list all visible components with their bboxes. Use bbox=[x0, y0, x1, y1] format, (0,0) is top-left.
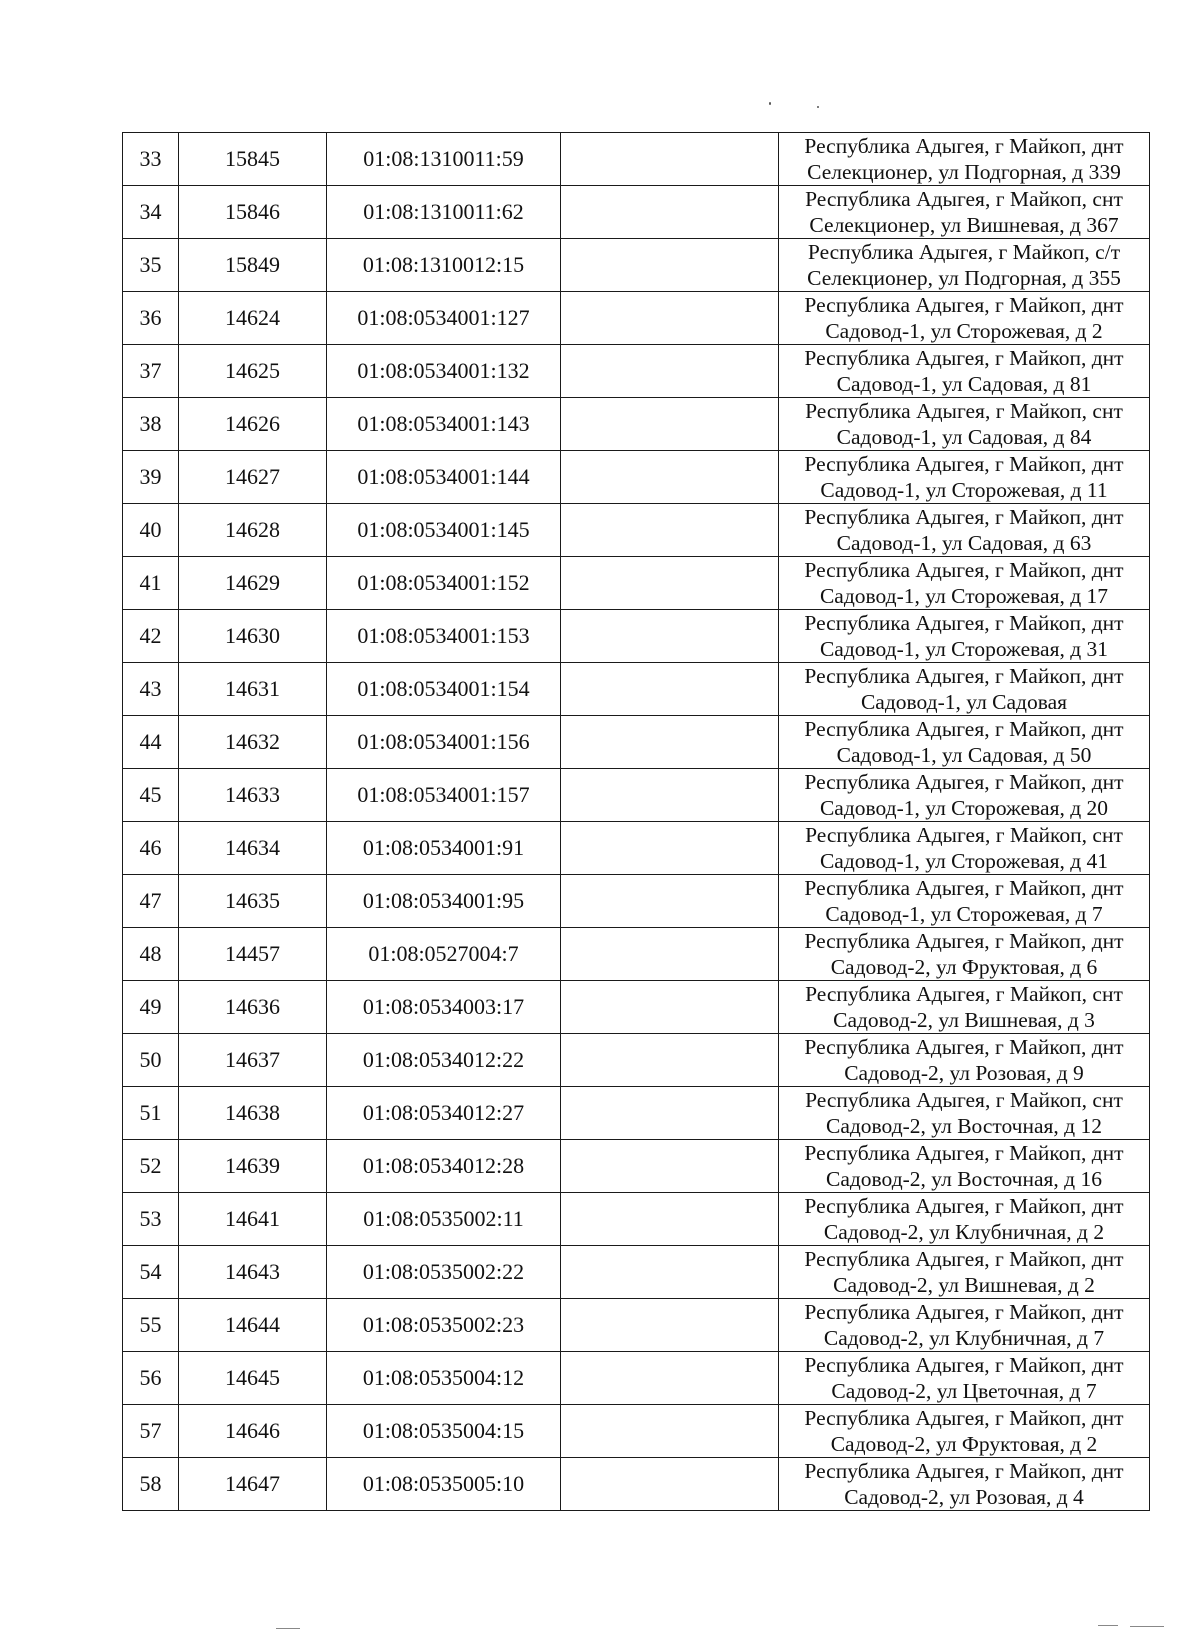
address-line-1: Республика Адыгея, г Майкоп, днт bbox=[804, 1247, 1124, 1271]
registry-number-cell: 14627 bbox=[179, 451, 327, 504]
address-cell bbox=[779, 186, 1150, 239]
address-line-2: Садовод-2, ул Цветочная, д 7 bbox=[831, 1379, 1097, 1403]
scan-speck bbox=[817, 106, 819, 108]
table-row bbox=[123, 928, 1150, 981]
row-number-cell: 42 bbox=[123, 610, 179, 663]
empty-cell bbox=[561, 610, 779, 663]
address-line-2: Садовод-1, ул Садовая, д 50 bbox=[836, 743, 1092, 767]
table-row bbox=[123, 1299, 1150, 1352]
registry-number-cell: 14628 bbox=[179, 504, 327, 557]
row-number-cell: 50 bbox=[123, 1034, 179, 1087]
registry-number-cell: 14631 bbox=[179, 663, 327, 716]
row-number-cell: 44 bbox=[123, 716, 179, 769]
address-line-1: Республика Адыгея, г Майкоп, с/т bbox=[807, 240, 1121, 264]
address-line-2: Селекционер, ул Подгорная, д 355 bbox=[807, 266, 1121, 290]
table-row bbox=[123, 1034, 1150, 1087]
address-line-2: Садовод-2, ул Фруктовая, д 6 bbox=[830, 955, 1098, 979]
address-line-1: Республика Адыгея, г Майкоп, днт bbox=[804, 505, 1124, 529]
registry-number-cell: 14647 bbox=[179, 1458, 327, 1511]
table-row bbox=[123, 822, 1150, 875]
address-cell bbox=[779, 504, 1150, 557]
address-cell bbox=[779, 875, 1150, 928]
row-number-cell: 55 bbox=[123, 1299, 179, 1352]
empty-cell bbox=[561, 822, 779, 875]
registry-number-cell: 14635 bbox=[179, 875, 327, 928]
empty-cell bbox=[561, 239, 779, 292]
row-number-cell: 37 bbox=[123, 345, 179, 398]
table-row bbox=[123, 239, 1150, 292]
address-line-2: Садовод-2, ул Вишневая, д 2 bbox=[833, 1273, 1095, 1297]
registry-number-cell: 14634 bbox=[179, 822, 327, 875]
address-line-1: Республика Адыгея, г Майкоп, днт bbox=[804, 664, 1124, 688]
address-line-2: Садовод-1, ул Садовая, д 81 bbox=[836, 372, 1092, 396]
cadastral-number-cell: 01:08:0534001:144 bbox=[327, 451, 561, 504]
registry-number-cell: 15849 bbox=[179, 239, 327, 292]
cadastral-number-cell: 01:08:0534012:28 bbox=[327, 1140, 561, 1193]
empty-cell bbox=[561, 1458, 779, 1511]
address-cell bbox=[779, 451, 1150, 504]
address-line-1: Республика Адыгея, г Майкоп, днт bbox=[804, 876, 1124, 900]
registry-number-cell: 14643 bbox=[179, 1246, 327, 1299]
row-number-cell: 34 bbox=[123, 186, 179, 239]
address-line-2: Садовод-1, ул Сторожевая, д 7 bbox=[825, 902, 1103, 926]
address-line-2: Садовод-1, ул Садовая bbox=[860, 690, 1068, 714]
row-number-cell: 41 bbox=[123, 557, 179, 610]
cadastral-number-cell: 01:08:0535002:23 bbox=[327, 1299, 561, 1352]
registry-number-cell: 14639 bbox=[179, 1140, 327, 1193]
row-number-cell: 39 bbox=[123, 451, 179, 504]
address-cell bbox=[779, 1458, 1150, 1511]
address-line-2: Садовод-2, ул Восточная, д 12 bbox=[825, 1114, 1102, 1138]
empty-cell bbox=[561, 451, 779, 504]
parcel-table bbox=[122, 132, 1150, 1511]
empty-cell bbox=[561, 557, 779, 610]
registry-number-cell: 14625 bbox=[179, 345, 327, 398]
table-row bbox=[123, 1246, 1150, 1299]
cadastral-number-cell: 01:08:0534001:95 bbox=[327, 875, 561, 928]
address-cell bbox=[779, 928, 1150, 981]
table-row bbox=[123, 292, 1150, 345]
registry-number-cell: 15845 bbox=[179, 133, 327, 186]
row-number-cell: 46 bbox=[123, 822, 179, 875]
cadastral-number-cell: 01:08:0535005:10 bbox=[327, 1458, 561, 1511]
empty-cell bbox=[561, 981, 779, 1034]
empty-cell bbox=[561, 769, 779, 822]
empty-cell bbox=[561, 716, 779, 769]
empty-cell bbox=[561, 1246, 779, 1299]
row-number-cell: 43 bbox=[123, 663, 179, 716]
address-line-1: Республика Адыгея, г Майкоп, днт bbox=[804, 717, 1124, 741]
row-number-cell: 49 bbox=[123, 981, 179, 1034]
registry-number-cell: 14638 bbox=[179, 1087, 327, 1140]
row-number-cell: 58 bbox=[123, 1458, 179, 1511]
cadastral-number-cell: 01:08:0534001:132 bbox=[327, 345, 561, 398]
address-line-1: Республика Адыгея, г Майкоп, снт bbox=[805, 823, 1123, 847]
table-row bbox=[123, 398, 1150, 451]
cadastral-number-cell: 01:08:0534001:154 bbox=[327, 663, 561, 716]
address-line-2: Садовод-2, ул Вишневая, д 3 bbox=[833, 1008, 1095, 1032]
address-line-1: Республика Адыгея, г Майкоп, днт bbox=[804, 1194, 1124, 1218]
table-row bbox=[123, 345, 1150, 398]
address-cell bbox=[779, 1193, 1150, 1246]
table-row bbox=[123, 1405, 1150, 1458]
address-line-2: Садовод-1, ул Садовая, д 63 bbox=[836, 531, 1092, 555]
address-line-2: Садовод-1, ул Сторожевая, д 11 bbox=[820, 478, 1108, 502]
registry-number-cell: 14641 bbox=[179, 1193, 327, 1246]
cadastral-number-cell: 01:08:0535002:11 bbox=[327, 1193, 561, 1246]
address-line-1: Республика Адыгея, г Майкоп, днт bbox=[804, 134, 1124, 158]
table-row bbox=[123, 557, 1150, 610]
scan-speck bbox=[769, 102, 771, 105]
row-number-cell: 56 bbox=[123, 1352, 179, 1405]
table-row bbox=[123, 1140, 1150, 1193]
row-number-cell: 47 bbox=[123, 875, 179, 928]
row-number-cell: 35 bbox=[123, 239, 179, 292]
address-line-1: Республика Адыгея, г Майкоп, днт bbox=[804, 346, 1124, 370]
address-line-1: Республика Адыгея, г Майкоп, снт bbox=[805, 982, 1123, 1006]
empty-cell bbox=[561, 663, 779, 716]
table-row bbox=[123, 875, 1150, 928]
table-row bbox=[123, 981, 1150, 1034]
registry-number-cell: 15846 bbox=[179, 186, 327, 239]
cadastral-number-cell: 01:08:1310011:62 bbox=[327, 186, 561, 239]
address-cell bbox=[779, 1140, 1150, 1193]
row-number-cell: 54 bbox=[123, 1246, 179, 1299]
table-row bbox=[123, 186, 1150, 239]
row-number-cell: 45 bbox=[123, 769, 179, 822]
address-line-2: Селекционер, ул Подгорная, д 339 bbox=[807, 160, 1121, 184]
address-line-1: Республика Адыгея, г Майкоп, снт bbox=[805, 399, 1123, 423]
table-row bbox=[123, 716, 1150, 769]
address-line-1: Республика Адыгея, г Майкоп, днт bbox=[804, 1353, 1124, 1377]
empty-cell bbox=[561, 875, 779, 928]
cadastral-number-cell: 01:08:0535004:12 bbox=[327, 1352, 561, 1405]
address-line-2: Садовод-1, ул Сторожевая, д 17 bbox=[819, 584, 1109, 608]
address-line-2: Садовод-1, ул Сторожевая, д 41 bbox=[819, 849, 1109, 873]
row-number-cell: 48 bbox=[123, 928, 179, 981]
address-line-1: Республика Адыгея, г Майкоп, днт bbox=[804, 611, 1124, 635]
row-number-cell: 51 bbox=[123, 1087, 179, 1140]
address-cell bbox=[779, 663, 1150, 716]
registry-number-cell: 14630 bbox=[179, 610, 327, 663]
row-number-cell: 52 bbox=[123, 1140, 179, 1193]
parcel-table-body bbox=[123, 133, 1150, 1511]
cadastral-number-cell: 01:08:0534001:157 bbox=[327, 769, 561, 822]
address-line-2: Садовод-1, ул Сторожевая, д 20 bbox=[819, 796, 1109, 820]
table-row bbox=[123, 1193, 1150, 1246]
address-cell bbox=[779, 557, 1150, 610]
registry-number-cell: 14629 bbox=[179, 557, 327, 610]
address-line-1: Республика Адыгея, г Майкоп, днт bbox=[804, 293, 1124, 317]
address-cell bbox=[779, 1299, 1150, 1352]
address-line-1: Республика Адыгея, г Майкоп, днт bbox=[804, 770, 1124, 794]
empty-cell bbox=[561, 292, 779, 345]
address-cell bbox=[779, 769, 1150, 822]
registry-number-cell: 14632 bbox=[179, 716, 327, 769]
cadastral-number-cell: 01:08:0534012:22 bbox=[327, 1034, 561, 1087]
address-line-2: Селекционер, ул Вишневая, д 367 bbox=[809, 213, 1119, 237]
address-line-1: Республика Адыгея, г Майкоп, днт bbox=[804, 1406, 1124, 1430]
registry-number-cell: 14626 bbox=[179, 398, 327, 451]
address-cell bbox=[779, 1405, 1150, 1458]
address-line-1: Республика Адыгея, г Майкоп, днт bbox=[804, 929, 1124, 953]
registry-number-cell: 14645 bbox=[179, 1352, 327, 1405]
cadastral-number-cell: 01:08:0534001:127 bbox=[327, 292, 561, 345]
address-cell bbox=[779, 610, 1150, 663]
empty-cell bbox=[561, 1140, 779, 1193]
registry-number-cell: 14644 bbox=[179, 1299, 327, 1352]
cadastral-number-cell: 01:08:0534001:152 bbox=[327, 557, 561, 610]
address-line-2: Садовод-2, ул Клубничная, д 2 bbox=[823, 1220, 1105, 1244]
address-cell bbox=[779, 1034, 1150, 1087]
registry-number-cell: 14457 bbox=[179, 928, 327, 981]
address-cell bbox=[779, 345, 1150, 398]
cadastral-number-cell: 01:08:0535002:22 bbox=[327, 1246, 561, 1299]
address-line-2: Садовод-1, ул Сторожевая, д 2 bbox=[825, 319, 1103, 343]
address-line-1: Республика Адыгея, г Майкоп, снт bbox=[805, 187, 1123, 211]
table-row bbox=[123, 504, 1150, 557]
address-cell bbox=[779, 133, 1150, 186]
table-row bbox=[123, 133, 1150, 186]
address-line-2: Садовод-2, ул Клубничная, д 7 bbox=[823, 1326, 1105, 1350]
cadastral-number-cell: 01:08:0534012:27 bbox=[327, 1087, 561, 1140]
registry-number-cell: 14633 bbox=[179, 769, 327, 822]
address-cell bbox=[779, 239, 1150, 292]
row-number-cell: 33 bbox=[123, 133, 179, 186]
registry-number-cell: 14636 bbox=[179, 981, 327, 1034]
address-cell bbox=[779, 981, 1150, 1034]
address-cell bbox=[779, 1352, 1150, 1405]
scan-mark bbox=[1098, 1625, 1118, 1626]
address-line-1: Республика Адыгея, г Майкоп, днт bbox=[804, 1035, 1124, 1059]
registry-number-cell: 14624 bbox=[179, 292, 327, 345]
table-row bbox=[123, 1352, 1150, 1405]
table-row bbox=[123, 769, 1150, 822]
empty-cell bbox=[561, 504, 779, 557]
empty-cell bbox=[561, 398, 779, 451]
cadastral-number-cell: 01:08:0534001:143 bbox=[327, 398, 561, 451]
row-number-cell: 40 bbox=[123, 504, 179, 557]
address-line-2: Садовод-2, ул Фруктовая, д 2 bbox=[830, 1432, 1098, 1456]
empty-cell bbox=[561, 1352, 779, 1405]
cadastral-number-cell: 01:08:1310012:15 bbox=[327, 239, 561, 292]
empty-cell bbox=[561, 1299, 779, 1352]
address-line-2: Садовод-1, ул Садовая, д 84 bbox=[836, 425, 1092, 449]
address-cell bbox=[779, 398, 1150, 451]
address-cell bbox=[779, 1087, 1150, 1140]
scan-mark bbox=[1130, 1626, 1164, 1627]
address-cell bbox=[779, 822, 1150, 875]
row-number-cell: 38 bbox=[123, 398, 179, 451]
address-cell bbox=[779, 292, 1150, 345]
address-line-2: Садовод-2, ул Розовая, д 9 bbox=[844, 1061, 1084, 1085]
cadastral-number-cell: 01:08:0534001:156 bbox=[327, 716, 561, 769]
address-line-2: Садовод-1, ул Сторожевая, д 31 bbox=[819, 637, 1109, 661]
table-row bbox=[123, 610, 1150, 663]
address-line-1: Республика Адыгея, г Майкоп, снт bbox=[805, 1088, 1123, 1112]
cadastral-number-cell: 01:08:0534003:17 bbox=[327, 981, 561, 1034]
empty-cell bbox=[561, 133, 779, 186]
cadastral-number-cell: 01:08:1310011:59 bbox=[327, 133, 561, 186]
row-number-cell: 57 bbox=[123, 1405, 179, 1458]
address-cell bbox=[779, 1246, 1150, 1299]
address-line-1: Республика Адыгея, г Майкоп, днт bbox=[804, 452, 1124, 476]
empty-cell bbox=[561, 1193, 779, 1246]
address-line-1: Республика Адыгея, г Майкоп, днт bbox=[804, 1300, 1124, 1324]
cadastral-number-cell: 01:08:0527004:7 bbox=[327, 928, 561, 981]
cadastral-number-cell: 01:08:0534001:145 bbox=[327, 504, 561, 557]
address-line-2: Садовод-2, ул Восточная, д 16 bbox=[825, 1167, 1102, 1191]
registry-number-cell: 14646 bbox=[179, 1405, 327, 1458]
table-row bbox=[123, 663, 1150, 716]
registry-number-cell: 14637 bbox=[179, 1034, 327, 1087]
address-cell bbox=[779, 716, 1150, 769]
cadastral-number-cell: 01:08:0534001:91 bbox=[327, 822, 561, 875]
empty-cell bbox=[561, 186, 779, 239]
table-row bbox=[123, 1458, 1150, 1511]
address-line-1: Республика Адыгея, г Майкоп, днт bbox=[804, 1141, 1124, 1165]
empty-cell bbox=[561, 1087, 779, 1140]
empty-cell bbox=[561, 1405, 779, 1458]
empty-cell bbox=[561, 1034, 779, 1087]
empty-cell bbox=[561, 928, 779, 981]
address-line-1: Республика Адыгея, г Майкоп, днт bbox=[804, 558, 1124, 582]
row-number-cell: 53 bbox=[123, 1193, 179, 1246]
scan-mark bbox=[276, 1628, 300, 1629]
empty-cell bbox=[561, 345, 779, 398]
row-number-cell: 36 bbox=[123, 292, 179, 345]
table-row bbox=[123, 451, 1150, 504]
cadastral-number-cell: 01:08:0534001:153 bbox=[327, 610, 561, 663]
table-row bbox=[123, 1087, 1150, 1140]
address-line-1: Республика Адыгея, г Майкоп, днт bbox=[804, 1459, 1124, 1483]
cadastral-number-cell: 01:08:0535004:15 bbox=[327, 1405, 561, 1458]
address-line-2: Садовод-2, ул Розовая, д 4 bbox=[844, 1485, 1084, 1509]
